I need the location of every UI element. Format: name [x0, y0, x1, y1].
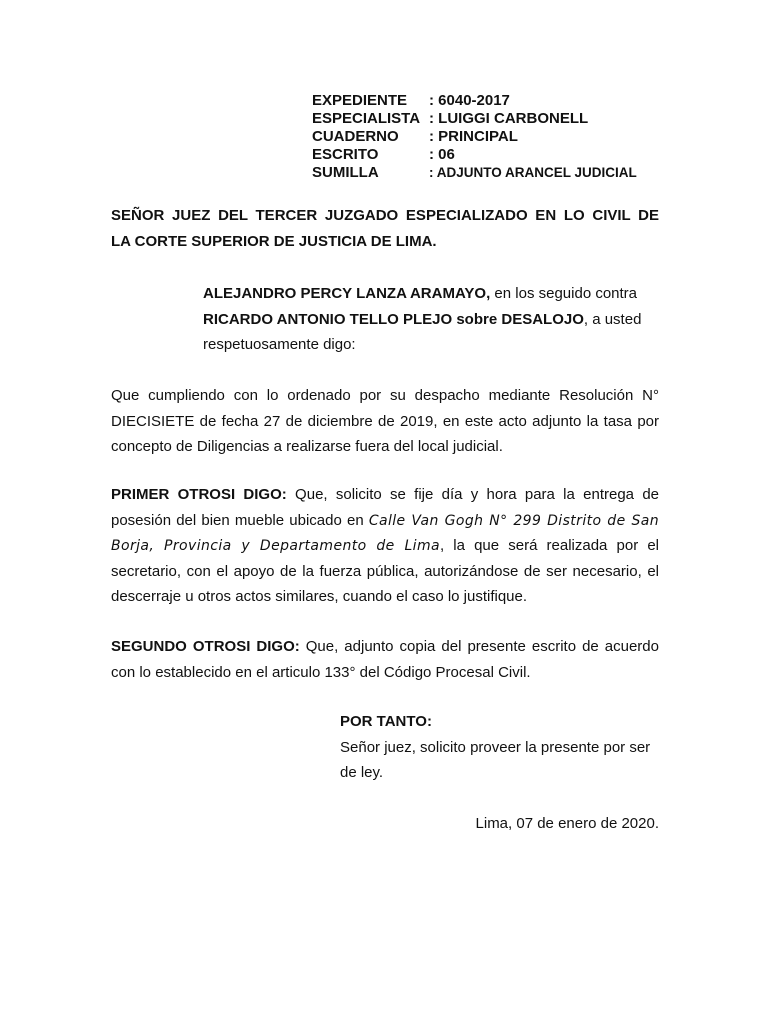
address-part-1: Calle Van Gogh N° 299 Distrito de San — [368, 512, 659, 529]
intro-paragraph — [203, 281, 659, 358]
sumilla-value: : ADJUNTO ARANCEL JUDICIAL — [429, 165, 637, 180]
primer-line-4: secretario, con el apoyo de la fuerza pública, autorizándose de ser necesario, el — [111, 562, 659, 580]
primer-otrosi-label: PRIMER OTROSI DIGO: — [111, 486, 287, 503]
especialista-row — [312, 110, 637, 128]
cuaderno-row — [312, 128, 637, 146]
body-line-2: DIECISIETE de fecha 27 de diciembre de 2019, en este acto adjunto la tasa por — [111, 412, 659, 430]
sumilla-row — [312, 164, 637, 182]
intro-line-3: respetuosamente digo: — [203, 336, 356, 353]
expediente-label: EXPEDIENTE — [312, 92, 408, 109]
primer-line-2 — [111, 508, 659, 534]
plaintiff-name: ALEJANDRO PERCY LANZA ARAMAYO, — [203, 285, 491, 302]
por-tanto-label: POR TANTO: — [340, 713, 432, 730]
intro-text-2: , a usted — [583, 310, 642, 328]
segundo-line-2: con lo establecido en el articulo 133° del Código Procesal Civil. — [111, 663, 531, 681]
body-paragraph — [111, 383, 659, 460]
intro-text-1: en los seguido contra — [490, 285, 638, 302]
escrito-value: : 06 — [429, 146, 455, 163]
addressee — [111, 203, 659, 254]
body-line-1: Que cumpliendo con lo ordenado por su despacho mediante Resolución N° — [111, 387, 659, 404]
especialista-label: ESPECIALISTA — [312, 110, 421, 127]
addressee-line-1: SEÑOR JUEZ DEL TERCER JUZGADO ESPECIALIZADO EN LO CIVIL DE — [111, 207, 659, 224]
closing-line-1: Señor juez, solicito proveer la presente por ser — [340, 738, 651, 756]
intro-line-2 — [203, 307, 659, 333]
primer-line-2-text: posesión del bien mueble ubicado en — [111, 511, 369, 529]
expediente-row — [312, 92, 637, 110]
date-line: Lima, 07 de enero de 2020. — [475, 815, 659, 832]
segundo-otrosi-paragraph — [111, 634, 659, 685]
primer-line-1-text: Que, solicito se fije día y hora para la entrega de — [286, 486, 659, 503]
especialista-value: : LUIGGI CARBONELL — [429, 110, 589, 127]
segundo-line-1 — [111, 634, 659, 660]
escrito-row — [312, 146, 637, 164]
segundo-line-1-text: Que, adjunto copia del presente escrito de acuerdo — [299, 638, 659, 655]
closing-block — [340, 709, 660, 786]
sumilla-label: SUMILLA — [312, 164, 379, 181]
address-part-2: Borja, Provincia y Departamento de Lima — [111, 538, 440, 554]
closing-line-2: de ley. — [340, 764, 384, 781]
body-line-3: concepto de Diligencias a realizarse fuera del local judicial. — [111, 438, 503, 455]
primer-line-3 — [111, 533, 659, 559]
primer-line-1 — [111, 482, 659, 508]
primer-line-3-text: , la que será realizada por el — [440, 537, 659, 554]
cuaderno-value: : PRINCIPAL — [429, 128, 518, 145]
primer-otrosi-paragraph — [111, 482, 659, 610]
escrito-label: ESCRITO — [312, 146, 379, 163]
segundo-otrosi-label: SEGUNDO OTROSI DIGO: — [111, 638, 300, 655]
defendant-name: RICARDO ANTONIO TELLO PLEJO sobre DESALOJO — [203, 310, 584, 328]
cuaderno-label: CUADERNO — [312, 128, 399, 145]
addressee-line-2: LA CORTE SUPERIOR DE JUSTICIA DE LIMA. — [111, 232, 437, 250]
intro-line-1 — [203, 281, 659, 307]
primer-line-5: descerraje u otros actos similares, cuando el caso lo justifique. — [111, 588, 528, 605]
case-header — [312, 92, 637, 182]
expediente-value: : 6040-2017 — [429, 92, 510, 109]
